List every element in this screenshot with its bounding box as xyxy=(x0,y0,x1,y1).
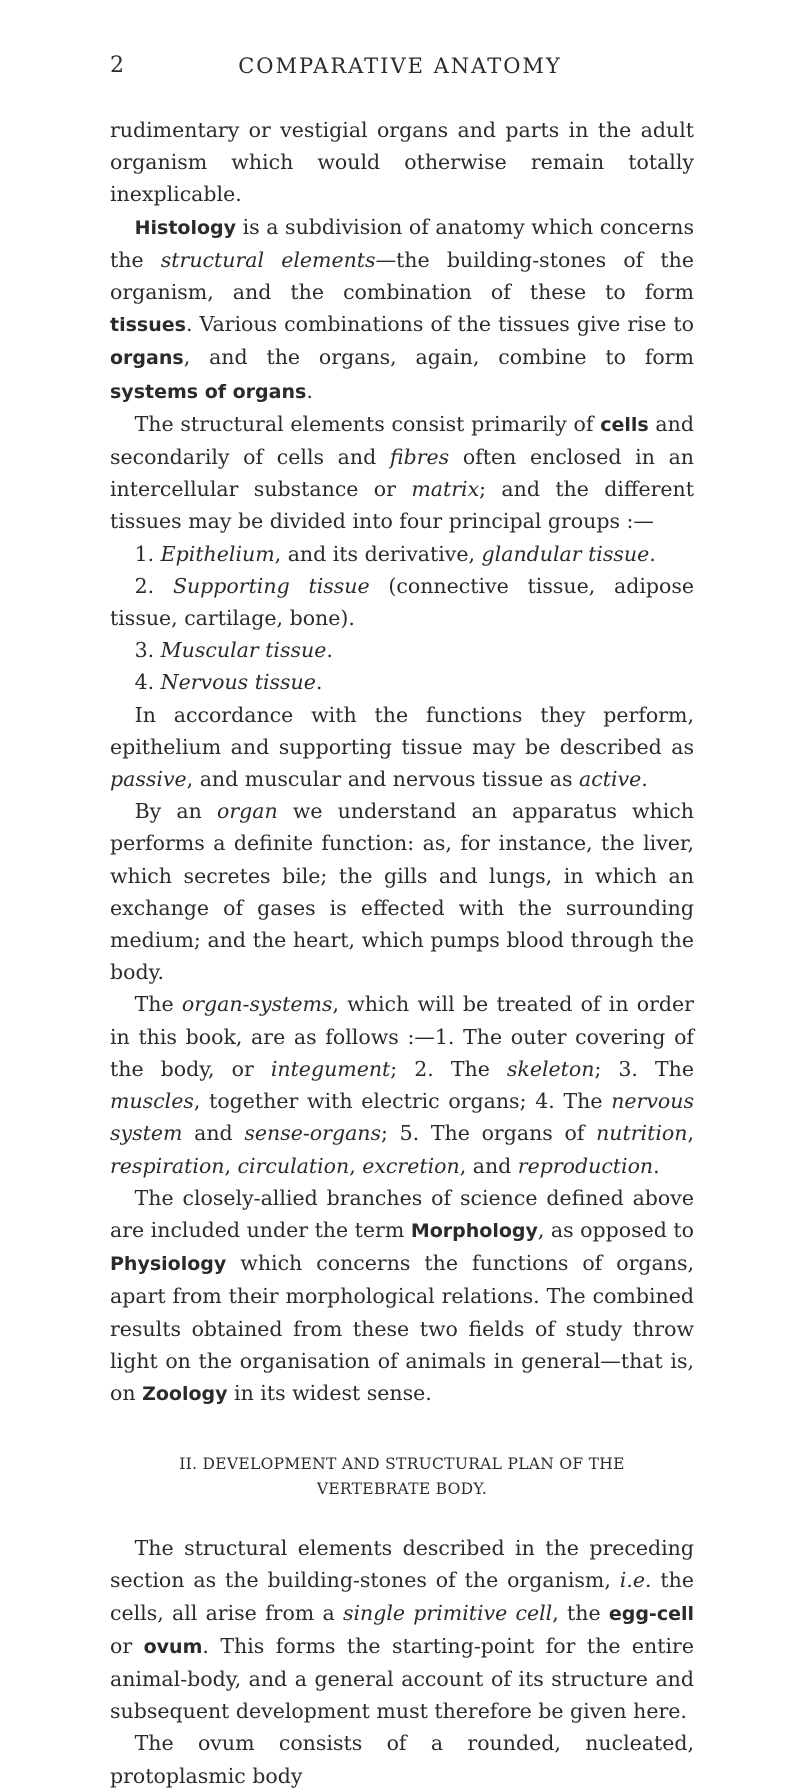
text-run: ; 5. The organs of xyxy=(381,1121,597,1146)
bold-term: Morphology xyxy=(410,1219,538,1242)
text-run: is a subdivision of anatomy which concerns the xyxy=(110,214,694,272)
italic-term: i.e. xyxy=(619,1568,652,1593)
italic-term: muscles xyxy=(110,1089,194,1114)
text-run: , xyxy=(224,1153,238,1178)
italic-term: glandular tissue xyxy=(481,541,650,566)
paragraphs-before-section xyxy=(110,114,694,1410)
text-run: ; 2. The xyxy=(390,1056,507,1081)
bold-term: ovum xyxy=(143,1635,203,1658)
bold-term: organs xyxy=(110,347,184,370)
text-run: . xyxy=(306,378,313,403)
text-run: By an xyxy=(134,799,217,824)
italic-term: organ-systems xyxy=(181,992,333,1017)
paragraph xyxy=(110,666,694,698)
text-run: , the xyxy=(552,1600,609,1625)
text-run: The ovum consists of a rounded, nucleated, protoplasmic body xyxy=(110,1731,694,1788)
paragraph xyxy=(110,795,694,988)
section-heading xyxy=(110,1452,694,1502)
italic-term: passive xyxy=(110,767,187,792)
text-run: . xyxy=(649,541,656,566)
bold-term: systems of organs xyxy=(110,380,307,403)
page-header xyxy=(110,50,690,84)
italic-term: skeleton xyxy=(506,1056,595,1081)
text-run: 4. xyxy=(134,670,161,695)
paragraph xyxy=(110,408,694,538)
paragraph xyxy=(110,211,694,408)
page-number: 2 xyxy=(110,53,125,78)
text-run: 1. xyxy=(134,541,161,566)
text-run: . xyxy=(315,670,323,695)
text-run: . This forms the starting-point for the entire animal-body, and a general account of its structure and subsequent development must therefore be given here. xyxy=(110,1633,694,1724)
italic-term: nervous system xyxy=(110,1089,694,1146)
text-run: . xyxy=(326,638,333,663)
italic-term: sense-organs xyxy=(244,1121,382,1146)
bold-term: tissues xyxy=(110,314,186,337)
italic-term: single primitive cell xyxy=(342,1600,553,1625)
paragraph xyxy=(110,1182,694,1410)
text-run: In accordance with the functions they perform, epithelium and supporting tissue may be described as xyxy=(110,702,694,759)
paragraphs-after-section xyxy=(110,1532,694,1792)
italic-term: excretion xyxy=(362,1153,460,1178)
bold-term: Zoology xyxy=(142,1382,228,1405)
text-run: the cells, all arise from a xyxy=(110,1568,695,1625)
text-run: 3. xyxy=(134,638,161,663)
text-run: , xyxy=(349,1153,363,1178)
text-run: in its widest sense. xyxy=(227,1380,432,1405)
paragraph xyxy=(110,699,694,796)
paragraph xyxy=(110,1532,694,1727)
section-heading-line-2: VERTEBRATE BODY. xyxy=(316,1480,488,1499)
italic-term: circulation xyxy=(237,1153,350,1178)
text-run: , which will be treated of in order in this book, are as follows :—1. The outer covering of the body, or xyxy=(110,992,694,1081)
italic-term: nutrition xyxy=(596,1121,688,1146)
italic-term: Epithelium xyxy=(160,541,275,566)
italic-term: Supporting tissue xyxy=(172,573,370,598)
text-run: The structural elements described in the preceding section as the building-stones of the organism, xyxy=(110,1536,694,1593)
section-heading-line-1: II. DEVELOPMENT AND STRUCTURAL PLAN OF THE xyxy=(179,1455,625,1474)
bold-term: Histology xyxy=(134,216,237,239)
text-run: —the building-stones of the organism, and the combination of these to form xyxy=(110,247,694,305)
italic-term: integument xyxy=(270,1056,391,1081)
text-run: we understand an apparatus which performs a definite function: as, for instance, the liver, which secretes bile; the gills and lungs, in which an exchange of gases is effected with the surrounding medium; and the heart, which pumps blood through the body. xyxy=(110,799,694,985)
text-run: or xyxy=(110,1633,144,1658)
text-run: often enclosed in an intercellular substance or xyxy=(110,445,694,502)
paragraph xyxy=(110,1727,694,1791)
italic-term: Muscular tissue xyxy=(160,638,327,663)
text-run: , and the organs, again, combine to form xyxy=(183,345,694,370)
text-run: (connective tissue, adipose tissue, cartilage, bone). xyxy=(110,573,695,631)
italic-term: Nervous tissue xyxy=(160,670,316,695)
text-run: rudimentary or vestigial organs and parts in the adult organism which would otherwise remain totally inexplicable. xyxy=(110,118,694,207)
italic-term: reproduction xyxy=(517,1153,654,1178)
text-run: and secondarily of cells and xyxy=(110,411,694,470)
text-run: , and muscular and nervous tissue as xyxy=(186,767,579,792)
paragraph xyxy=(110,570,694,634)
italic-term: fibres xyxy=(389,445,450,470)
italic-term: respiration xyxy=(110,1153,225,1178)
text-run: ; 3. The xyxy=(594,1056,694,1081)
italic-term: matrix xyxy=(411,477,480,502)
italic-term: structural elements xyxy=(160,247,376,272)
text-run: , and xyxy=(459,1153,518,1178)
text-run: , together with electric organs; 4. The xyxy=(193,1089,612,1114)
bold-term: egg-cell xyxy=(608,1602,694,1625)
text-run: , xyxy=(687,1121,694,1146)
text-run: The structural elements consist primarily of xyxy=(134,411,601,436)
text-run: which concerns the functions of organs, apart from their morphological relations. The combined results obtained from these two fields of study throw light on the organisation of animals in general—that is, on xyxy=(110,1251,694,1405)
paragraph xyxy=(110,988,694,1181)
text-run: The closely-allied branches of science defined above are included under the term xyxy=(110,1185,694,1242)
bold-term: Physiology xyxy=(110,1253,227,1276)
text-run: , and its derivative, xyxy=(274,541,482,566)
paragraph xyxy=(110,538,694,570)
text-run: . Various combinations of the tissues give rise to xyxy=(185,312,694,337)
text-run: 2. xyxy=(134,573,173,598)
paragraph xyxy=(110,634,694,666)
text-run: . xyxy=(641,767,648,792)
running-title: COMPARATIVE ANATOMY xyxy=(238,54,562,78)
text-run: and xyxy=(182,1121,245,1146)
body-text xyxy=(110,114,694,1792)
text-run: ; and the different tissues may be divided into four principal groups :— xyxy=(110,477,694,534)
text-run: The xyxy=(134,992,182,1017)
text-run: , as opposed to xyxy=(537,1217,694,1242)
text-run: . xyxy=(653,1153,660,1178)
italic-term: active xyxy=(579,767,642,792)
bold-term: cells xyxy=(600,413,649,436)
italic-term: organ xyxy=(216,799,278,824)
paragraph xyxy=(110,114,694,211)
